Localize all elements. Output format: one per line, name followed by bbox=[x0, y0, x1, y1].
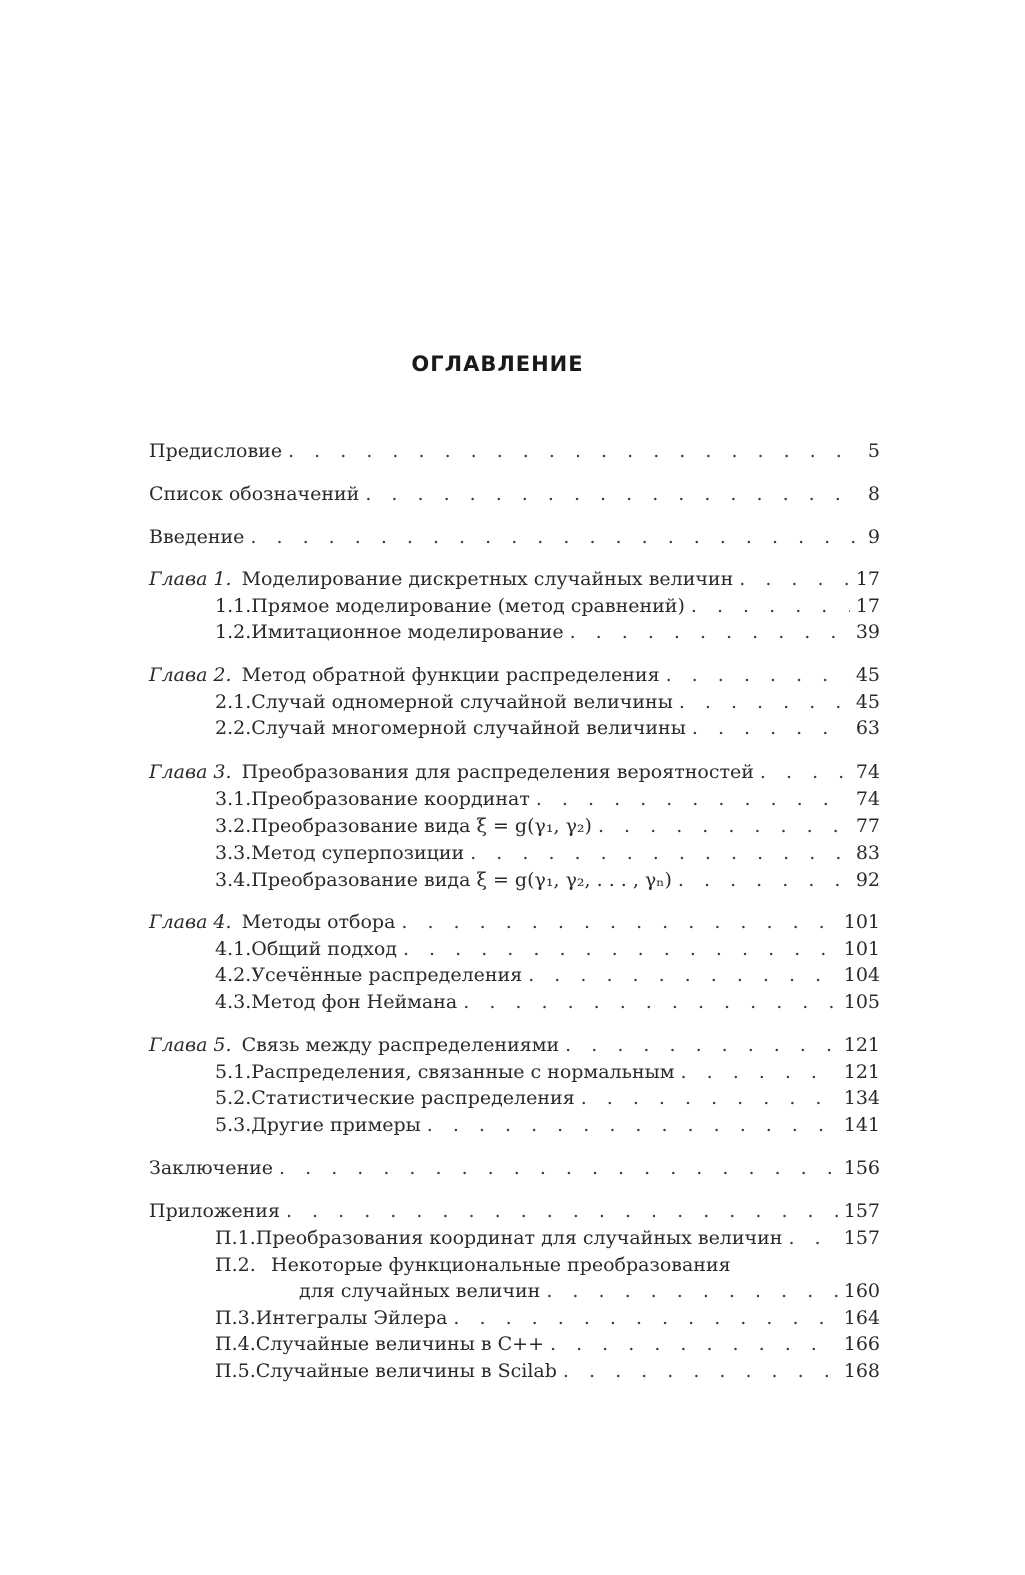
toc-chapter-5[interactable] bbox=[149, 1032, 880, 1058]
toc-chapter-1[interactable] bbox=[149, 566, 880, 592]
leader-dots bbox=[463, 989, 837, 1015]
entry-title: Предисловие bbox=[149, 440, 283, 462]
page-number: 168 bbox=[843, 1360, 880, 1382]
leader-dots bbox=[401, 909, 837, 935]
toc-section-3-1[interactable] bbox=[215, 786, 880, 812]
entry-title: Статистические распределения bbox=[251, 1087, 575, 1109]
leader-dots bbox=[678, 867, 850, 893]
toc-appendix-2[interactable] bbox=[215, 1252, 880, 1278]
entry-title: Некоторые функциональные преобразования bbox=[271, 1254, 731, 1276]
leader-dots bbox=[250, 524, 861, 550]
section-number: 5.1. bbox=[215, 1061, 252, 1083]
chapter-label: Глава 2. bbox=[149, 664, 232, 686]
section-number: П.2. bbox=[215, 1254, 256, 1276]
entry-title: Общий подход bbox=[251, 938, 397, 960]
section-number: П.3. bbox=[215, 1307, 256, 1329]
toc-entry-conclusion[interactable] bbox=[149, 1155, 880, 1181]
toc-appendix-5[interactable] bbox=[215, 1358, 880, 1384]
toc-section-4-2[interactable] bbox=[215, 962, 880, 988]
section-number: 3.2. bbox=[215, 815, 252, 837]
toc-section-5-1[interactable] bbox=[215, 1059, 880, 1085]
chapter-label: Глава 4. bbox=[149, 911, 232, 933]
toc-section-3-3[interactable] bbox=[215, 840, 880, 866]
toc-section-5-3[interactable] bbox=[215, 1112, 880, 1138]
toc-appendix-2-continued[interactable] bbox=[299, 1278, 880, 1304]
entry-title: Преобразование вида ξ = g(γ₁, γ₂, . . . , γₙ) bbox=[251, 869, 672, 891]
section-number: П.5. bbox=[215, 1360, 256, 1382]
leader-dots bbox=[565, 1032, 838, 1058]
page-number: 63 bbox=[855, 717, 880, 739]
toc-entry-intro[interactable] bbox=[149, 524, 880, 550]
entry-title: Случайные величины в C++ bbox=[255, 1333, 544, 1355]
toc-section-1-1[interactable] bbox=[215, 593, 880, 619]
entry-title: Преобразования координат для случайных величин bbox=[255, 1227, 783, 1249]
entry-title: Преобразование вида ξ = g(γ₁, γ₂) bbox=[251, 815, 592, 837]
entry-title: Распределения, связанные с нормальным bbox=[251, 1061, 675, 1083]
page-number: 101 bbox=[843, 911, 880, 933]
page-number: 157 bbox=[843, 1227, 880, 1249]
page-number: 156 bbox=[843, 1157, 880, 1179]
leader-dots bbox=[365, 481, 862, 507]
leader-dots bbox=[536, 786, 850, 812]
toc-chapter-2[interactable] bbox=[149, 662, 880, 688]
toc-chapter-4[interactable] bbox=[149, 909, 880, 935]
leader-dots bbox=[570, 619, 850, 645]
entry-title: Имитационное моделирование bbox=[251, 621, 564, 643]
toc-section-3-2[interactable] bbox=[215, 813, 880, 839]
toc-entry-notation[interactable] bbox=[149, 481, 880, 507]
toc-section-1-2[interactable] bbox=[215, 619, 880, 645]
chapter-label: Глава 1. bbox=[149, 568, 232, 590]
leader-dots bbox=[403, 936, 838, 962]
toc-appendix-4[interactable] bbox=[215, 1331, 880, 1357]
page-number: 164 bbox=[843, 1307, 880, 1329]
section-number: 1.1. bbox=[215, 595, 252, 617]
entry-title: Метод обратной функции распределения bbox=[241, 664, 660, 686]
toc-section-4-3[interactable] bbox=[215, 989, 880, 1015]
leader-dots bbox=[550, 1331, 838, 1357]
page-number: 45 bbox=[855, 691, 880, 713]
leader-dots bbox=[692, 715, 850, 741]
section-number: 3.1. bbox=[215, 788, 252, 810]
page-number: 74 bbox=[855, 761, 880, 783]
leader-dots bbox=[563, 1358, 838, 1384]
page-number: 157 bbox=[843, 1200, 880, 1222]
leader-dots bbox=[470, 840, 850, 866]
leader-dots bbox=[666, 662, 850, 688]
entry-title: Случайные величины в Scilab bbox=[255, 1360, 557, 1382]
page-number: 134 bbox=[843, 1087, 880, 1109]
section-number: 2.1. bbox=[215, 691, 252, 713]
section-number: 5.2. bbox=[215, 1087, 252, 1109]
entry-title: Усечённые распределения bbox=[251, 964, 523, 986]
leader-dots bbox=[453, 1305, 837, 1331]
section-number: П.1. bbox=[215, 1227, 256, 1249]
page-number: 160 bbox=[843, 1280, 880, 1302]
section-number: 1.2. bbox=[215, 621, 252, 643]
section-number: 3.4. bbox=[215, 869, 252, 891]
leader-dots bbox=[788, 1225, 837, 1251]
entry-title: Случай одномерной случайной величины bbox=[251, 691, 673, 713]
section-number: 4.1. bbox=[215, 938, 252, 960]
entry-title: Метод фон Неймана bbox=[251, 991, 458, 1013]
page-number: 45 bbox=[855, 664, 880, 686]
section-number: 3.3. bbox=[215, 842, 252, 864]
toc-entry-appendix[interactable] bbox=[149, 1198, 880, 1224]
page-number: 8 bbox=[867, 483, 880, 505]
toc-entry-preface[interactable] bbox=[149, 438, 880, 464]
leader-dots bbox=[286, 1198, 838, 1224]
toc-section-4-1[interactable] bbox=[215, 936, 880, 962]
page-number: 77 bbox=[855, 815, 880, 837]
page-number: 74 bbox=[855, 788, 880, 810]
entry-title: Заключение bbox=[149, 1157, 274, 1179]
leader-dots bbox=[528, 962, 838, 988]
leader-dots bbox=[288, 438, 862, 464]
page-number: 104 bbox=[843, 964, 880, 986]
leader-dots bbox=[598, 813, 850, 839]
entry-title: Преобразование координат bbox=[251, 788, 530, 810]
entry-title: Другие примеры bbox=[251, 1114, 421, 1136]
toc-section-3-4[interactable] bbox=[215, 867, 880, 893]
toc-section-5-2[interactable] bbox=[215, 1085, 880, 1111]
page-number: 9 bbox=[867, 526, 880, 548]
entry-title-continued: для случайных величин bbox=[299, 1280, 541, 1302]
page-number: 166 bbox=[843, 1333, 880, 1355]
section-number: 4.2. bbox=[215, 964, 252, 986]
toc-chapter-3[interactable] bbox=[149, 759, 880, 785]
leader-dots bbox=[681, 1059, 838, 1085]
toc-appendix-3[interactable] bbox=[215, 1305, 880, 1331]
leader-dots bbox=[739, 566, 850, 592]
page-number: 83 bbox=[855, 842, 880, 864]
section-number: 2.2. bbox=[215, 717, 252, 739]
leader-dots bbox=[760, 759, 850, 785]
page-number: 5 bbox=[867, 440, 880, 462]
section-number: 4.3. bbox=[215, 991, 252, 1013]
page-number: 17 bbox=[855, 595, 880, 617]
leader-dots bbox=[679, 689, 850, 715]
page-number: 17 bbox=[855, 568, 880, 590]
leader-dots bbox=[427, 1112, 838, 1138]
leader-dots bbox=[691, 593, 850, 619]
entry-title: Связь между распределениями bbox=[241, 1034, 560, 1056]
leader-dots bbox=[581, 1085, 838, 1111]
page-number: 121 bbox=[843, 1034, 880, 1056]
entry-title: Преобразования для распределения вероятностей bbox=[241, 761, 754, 783]
entry-title: Прямое моделирование (метод сравнений) bbox=[251, 595, 685, 617]
page-number: 92 bbox=[855, 869, 880, 891]
page-number: 101 bbox=[843, 938, 880, 960]
section-number: 5.3. bbox=[215, 1114, 252, 1136]
page-title: ОГЛАВЛЕНИЕ bbox=[411, 352, 584, 376]
entry-title: Методы отбора bbox=[241, 911, 396, 933]
page-number: 141 bbox=[843, 1114, 880, 1136]
leader-dots bbox=[546, 1278, 837, 1304]
chapter-label: Глава 5. bbox=[149, 1034, 232, 1056]
entry-title: Моделирование дискретных случайных величин bbox=[241, 568, 734, 590]
entry-title: Введение bbox=[149, 526, 245, 548]
entry-title: Метод суперпозиции bbox=[251, 842, 465, 864]
page-number: 39 bbox=[855, 621, 880, 643]
chapter-label: Глава 3. bbox=[149, 761, 232, 783]
leader-dots bbox=[279, 1155, 838, 1181]
toc-section-2-2[interactable] bbox=[215, 715, 880, 741]
toc-section-2-1[interactable] bbox=[215, 689, 880, 715]
page-number: 121 bbox=[843, 1061, 880, 1083]
entry-title: Случай многомерной случайной величины bbox=[251, 717, 686, 739]
page-number: 105 bbox=[843, 991, 880, 1013]
entry-title: Список обозначений bbox=[149, 483, 360, 505]
section-number: П.4. bbox=[215, 1333, 256, 1355]
entry-title: Интегралы Эйлера bbox=[255, 1307, 448, 1329]
entry-title: Приложения bbox=[149, 1200, 280, 1222]
toc-appendix-1[interactable] bbox=[215, 1225, 880, 1251]
